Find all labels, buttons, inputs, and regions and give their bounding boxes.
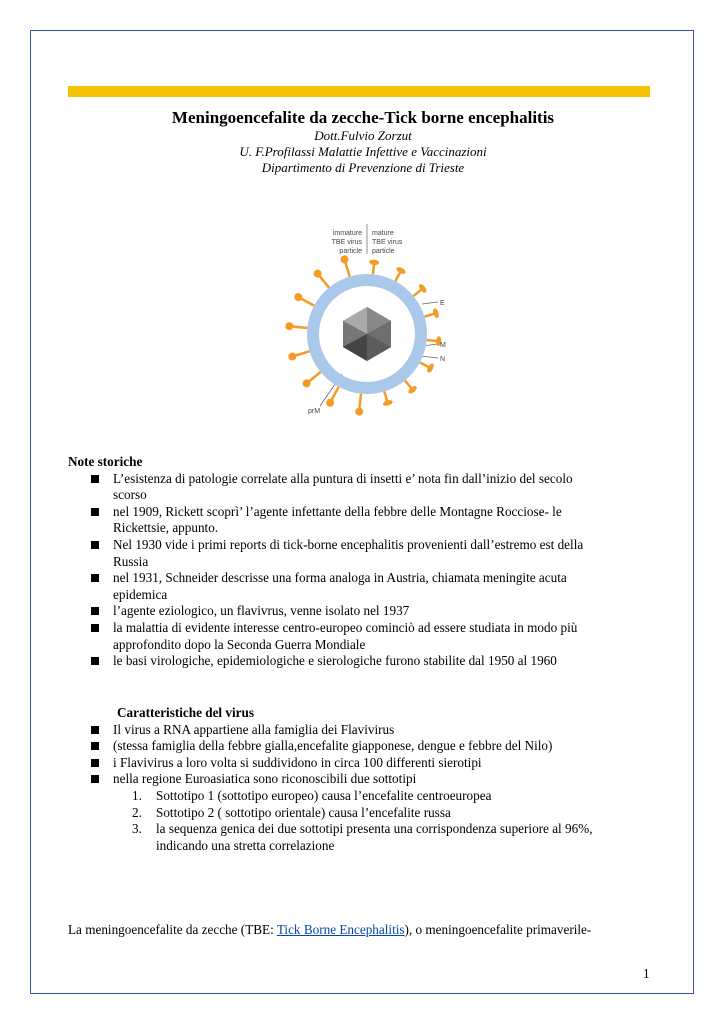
spike-head <box>340 254 350 264</box>
numbered-item: 1. Sottotipo 1 (sottotipo europeo) causa l’encefalite centroeuropea <box>132 787 492 803</box>
bullet-square-icon <box>91 624 99 632</box>
spike-head <box>395 266 406 275</box>
list-item: la malattia di evidente interesse centro-europeo cominciò ad essere studiata in modo più approfondito dopo la Seconda Guerra Mondiale <box>68 620 668 653</box>
leader-line <box>422 302 438 304</box>
list-item: nel 1931, Schneider descrisse una forma analoga in Austria, chiamata meningite acuta epidemica <box>68 570 668 603</box>
list-item: nel 1909, Rickett scoprì’ l’agente infettante della febbre delle Montagne Rocciose- le Rickettsie, appunto. <box>68 504 668 537</box>
label-mature-3: particle <box>372 248 395 255</box>
spike-head <box>325 397 336 408</box>
tbe-link[interactable]: Tick Borne Encephalitis <box>276 922 405 937</box>
label-n: N <box>440 356 446 363</box>
page-number: 1 <box>643 966 650 981</box>
label-immature-3: particle <box>339 248 362 255</box>
department: Dipartimento di Prevenzione di Trieste <box>261 160 465 175</box>
list-item: L’esistenza di patologie correlate alla puntura di insetti e’ nota fin dall’inizio del secolo scorso <box>68 471 668 504</box>
spike-head <box>285 322 294 331</box>
list-item: l’agente eziologico, un flavivrus, venne isolato nel 1937 <box>68 603 668 620</box>
bullet-square-icon <box>91 574 99 582</box>
document-title: Meningoencefalite da zecche-Tick borne encephalitis <box>171 108 555 127</box>
numbered-item: 3. la sequenza genica dei due sottotipi presenta una corrispondenza superiore al 96%, indicando una stretta correlazione <box>132 821 593 853</box>
subtypes-list <box>68 788 668 854</box>
label-immature-1: immature <box>332 230 362 237</box>
bullet-square-icon <box>91 541 99 549</box>
caratteristiche-list <box>68 722 668 788</box>
spike-head <box>287 352 297 362</box>
bullet-square-icon <box>91 607 99 615</box>
tbe-virus-diagram <box>282 224 452 420</box>
note-storiche-section <box>68 454 668 670</box>
list-item: i Flavivirus a loro volta si suddividono in circa 100 differenti sierotipi <box>68 755 668 772</box>
note-storiche-heading: Note storiche <box>68 454 143 469</box>
bullet-square-icon <box>91 775 99 783</box>
final-paragraph: La meningoencefalite da zecche (TBE: Tick Borne Encephalitis), o meningoencefalite primaverile- <box>68 922 592 937</box>
unit: U. F.Profilassi Malattie Infettive e Vaccinazioni <box>239 144 487 159</box>
note-storiche-list <box>68 471 668 670</box>
label-m: M <box>440 342 446 349</box>
list-item: Nel 1930 vide i primi reports di tick-borne encephalitis provenienti dall’estremo est della Russia <box>68 537 668 570</box>
spike-head <box>369 259 379 265</box>
virus-svg <box>282 224 452 420</box>
spike-head <box>293 292 304 303</box>
label-mature-2: TBE virus <box>372 239 403 246</box>
bullet-square-icon <box>91 508 99 516</box>
spike-head <box>426 362 435 373</box>
document-header <box>68 108 658 176</box>
bullet-square-icon <box>91 657 99 665</box>
bullet-square-icon <box>91 475 99 483</box>
author: Dott.Fulvio Zorzut <box>314 128 412 143</box>
bullet-square-icon <box>91 726 99 734</box>
list-item: Il virus a RNA appartiene alla famiglia dei Flavivirus <box>68 722 668 739</box>
label-mature-1: mature <box>372 230 394 237</box>
list-item: (stessa famiglia della febbre gialla,encefalite giapponese, dengue e febbre del Nilo) <box>68 738 668 755</box>
bullet-square-icon <box>91 759 99 767</box>
bullet-square-icon <box>91 742 99 750</box>
header-accent-bar <box>68 86 650 97</box>
list-item: nella regione Euroasiatica sono riconoscibili due sottotipi <box>68 771 668 788</box>
numbered-item: 2. Sottotipo 2 ( sottotipo orientale) causa l’encefalite russa <box>132 804 451 820</box>
list-item: le basi virologiche, epidemiologiche e sierologiche furono stabilite dal 1950 al 1960 <box>68 653 668 670</box>
label-e: E <box>440 300 445 307</box>
label-immature-2: TBE virus <box>331 239 362 246</box>
caratteristiche-section <box>68 705 668 854</box>
caratteristiche-heading: Caratteristiche del virus <box>117 705 254 720</box>
spike-head <box>355 407 364 416</box>
label-prm: prM <box>308 408 321 415</box>
